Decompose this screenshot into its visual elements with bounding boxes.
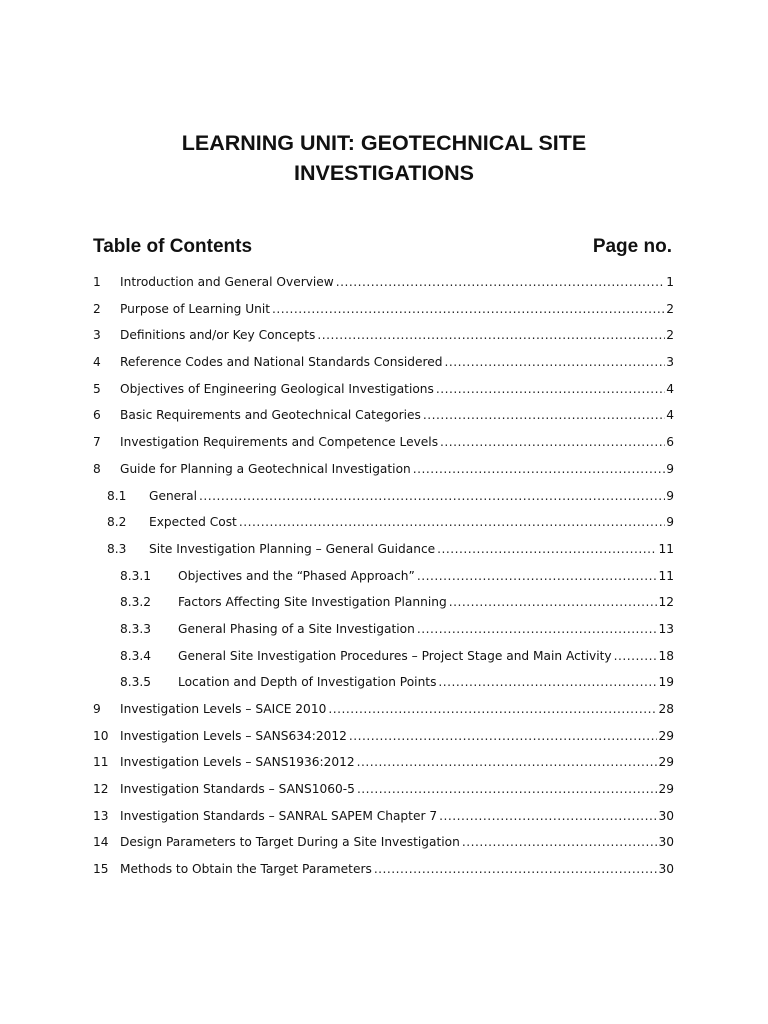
toc-entry-number: 12 (93, 782, 109, 797)
toc-entry[interactable] (93, 563, 674, 590)
toc-leader-dots (417, 616, 658, 643)
toc-entry-title: General Site Investigation Procedures – Project Stage and Main Activity (178, 648, 612, 663)
toc-entry-title: General Phasing of a Site Investigation (178, 621, 415, 636)
toc-entry-number: 3 (93, 328, 101, 343)
toc-entry-title: Investigation Levels – SANS1936:2012 (120, 755, 355, 770)
toc-entry-number: 8.1 (107, 488, 127, 503)
toc-entry[interactable] (93, 429, 674, 456)
toc-entry[interactable] (93, 803, 674, 830)
toc-entry-page: 29 (658, 755, 674, 770)
toc-leader-dots (462, 829, 658, 856)
toc-entry-page: 2 (666, 301, 674, 316)
toc-entry-number: 8.3.4 (120, 648, 152, 663)
toc-entry-title: Investigation Levels – SANS634:2012 (120, 728, 347, 743)
toc-leader-dots (417, 563, 658, 590)
toc-entry-title: Objectives of Engineering Geological Investigations (120, 381, 434, 396)
toc-entry-page: 12 (658, 595, 674, 610)
toc-entry-number: 11 (93, 755, 109, 770)
toc-entry-title: Investigation Standards – SANS1060-5 (120, 782, 355, 797)
toc-entry[interactable] (93, 669, 674, 696)
toc-leader-dots (272, 296, 665, 323)
toc-entry-page: 9 (666, 461, 674, 476)
toc-entry-title: Investigation Standards – SANRAL SAPEM Chapter 7 (120, 808, 438, 823)
toc-entry-number: 8.3.2 (120, 595, 152, 610)
document-title-line-1: LEARNING UNIT: GEOTECHNICAL SITE (181, 131, 587, 155)
toc-entry-title: Purpose of Learning Unit (120, 301, 270, 316)
toc-leader-dots (614, 643, 658, 670)
toc-header (93, 233, 672, 261)
toc-entry-title: Objectives and the “Phased Approach” (178, 568, 415, 583)
toc-entry[interactable] (93, 456, 674, 483)
toc-entry-number: 15 (93, 862, 109, 877)
toc-entry-title: Site Investigation Planning – General Guidance (149, 541, 436, 556)
toc-entry-title: Methods to Obtain the Target Parameters (120, 862, 372, 877)
toc-entry[interactable] (93, 402, 674, 429)
toc-entry[interactable] (93, 616, 674, 643)
toc-entry-page: 28 (658, 702, 674, 716)
toc-entry-page: 30 (658, 835, 674, 850)
toc-leader-dots (440, 429, 665, 456)
toc-entry-title: Introduction and General Overview (120, 275, 334, 289)
toc-entry-page: 30 (658, 862, 674, 877)
toc-entry-title: Investigation Levels – SAICE 2010 (120, 702, 327, 716)
toc-entry-number: 2 (93, 301, 101, 316)
toc-entry-number: 8.3.3 (120, 621, 152, 636)
toc-entry-page: 18 (658, 648, 674, 663)
toc-entry-page: 6 (666, 435, 674, 450)
toc-leader-dots (413, 456, 665, 483)
toc-entry[interactable] (93, 589, 674, 616)
toc-leader-dots (423, 402, 665, 429)
toc-entry[interactable] (93, 696, 674, 723)
toc-entry-page: 4 (666, 381, 674, 396)
toc-entry-page: 19 (658, 675, 674, 690)
toc-entry-page: 13 (658, 621, 674, 636)
toc-entry[interactable] (93, 776, 674, 803)
toc-entry-title: Reference Codes and National Standards Considered (120, 355, 443, 370)
page-number-heading: Page no. (592, 236, 672, 257)
document-title (0, 128, 768, 188)
toc-entry[interactable] (93, 749, 674, 776)
toc-entry[interactable] (93, 269, 674, 296)
toc-leader-dots (349, 723, 658, 750)
toc-entry-title: Location and Depth of Investigation Points (178, 675, 437, 690)
toc-entry-title: Basic Requirements and Geotechnical Categories (120, 408, 421, 423)
toc-leader-dots (439, 803, 657, 830)
toc-leader-dots (444, 349, 665, 376)
toc-entry-number: 7 (93, 435, 101, 450)
table-of-contents (93, 269, 674, 883)
toc-entry-page: 4 (666, 408, 674, 423)
toc-entry[interactable] (93, 296, 674, 323)
toc-entry[interactable] (93, 349, 674, 376)
document-title-line-2: INVESTIGATIONS (294, 161, 474, 185)
toc-entry-page: 1 (666, 275, 674, 289)
toc-entry-number: 9 (93, 702, 101, 716)
toc-entry-title: General (149, 488, 198, 503)
toc-entry-page: 2 (666, 328, 674, 343)
toc-entry-number: 13 (93, 808, 109, 823)
toc-entry-title: Guide for Planning a Geotechnical Investigation (120, 461, 411, 476)
toc-entry-title: Investigation Requirements and Competence Levels (120, 435, 439, 450)
toc-leader-dots (357, 749, 658, 776)
toc-leader-dots (449, 589, 658, 616)
toc-leader-dots (438, 669, 657, 696)
toc-leader-dots (357, 776, 658, 803)
toc-leader-dots (239, 509, 665, 536)
toc-entry-page: 11 (658, 541, 674, 556)
toc-leader-dots (328, 696, 657, 723)
toc-entry[interactable] (93, 536, 674, 563)
toc-entry-page: 3 (666, 355, 674, 370)
toc-entry[interactable] (93, 322, 674, 349)
toc-entry[interactable] (93, 376, 674, 403)
toc-entry-number: 8.3.1 (120, 568, 152, 583)
toc-entry-title: Factors Affecting Site Investigation Planning (178, 595, 447, 610)
toc-entry-page: 30 (658, 808, 674, 823)
toc-entry[interactable] (93, 509, 674, 536)
toc-entry-number: 14 (93, 835, 109, 850)
toc-entry-number: 8 (93, 461, 101, 476)
toc-heading: Table of Contents (93, 236, 253, 257)
toc-entry-title: Expected Cost (149, 515, 237, 530)
toc-entry[interactable] (93, 643, 674, 670)
toc-leader-dots (437, 536, 657, 563)
toc-leader-dots (436, 376, 665, 403)
toc-entry-page: 9 (666, 515, 674, 530)
toc-entry-number: 5 (93, 381, 101, 396)
toc-entry[interactable] (93, 723, 674, 750)
toc-entry-title: Design Parameters to Target During a Site Investigation (120, 835, 460, 850)
toc-entry-number: 8.2 (107, 515, 127, 530)
toc-entry-number: 10 (93, 728, 109, 743)
toc-entry-number: 8.3.5 (120, 675, 152, 690)
toc-leader-dots (317, 322, 665, 349)
toc-entry-title: Definitions and/or Key Concepts (120, 328, 316, 343)
toc-entry-number: 1 (93, 275, 101, 289)
toc-entry-page: 11 (658, 568, 674, 583)
toc-entry-number: 6 (93, 408, 101, 423)
toc-leader-dots (374, 856, 658, 883)
toc-entry-page: 29 (658, 782, 674, 797)
toc-leader-dots (199, 483, 665, 510)
toc-leader-dots (336, 269, 665, 296)
toc-entry[interactable] (93, 856, 674, 883)
toc-entry-number: 4 (93, 355, 101, 370)
toc-entry-number: 8.3 (107, 541, 127, 556)
toc-entry[interactable] (93, 483, 674, 510)
toc-entry-page: 29 (658, 728, 674, 743)
toc-entry-page: 9 (666, 488, 674, 503)
toc-entry[interactable] (93, 829, 674, 856)
